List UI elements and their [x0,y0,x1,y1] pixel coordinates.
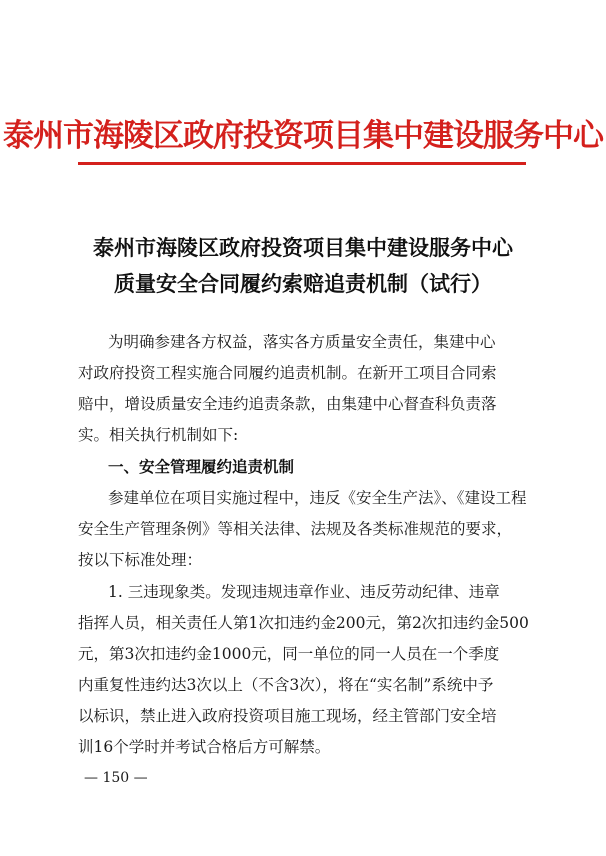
paragraph-1-line: 对政府投资工程实施合同履约追责机制。在新开工项目合同索 [78,364,497,382]
paragraph-1-line: 实。相关执行机制如下: [78,426,239,444]
document-title-line-1: 泰州市海陵区政府投资项目集中建设服务中心 [93,235,513,260]
paragraph-1-line: 为明确参建各方权益，落实各方质量安全责任，集建中心 [108,333,496,351]
paragraph-2-line: 安全生产管理条例》等相关法律、法规及各类标准规范的要求， [78,520,513,538]
section-1-heading: 一、安全管理履约追责机制 [108,457,295,476]
paragraph-3-line: 1. 三违现象类。发现违规违章作业、违反劳动纪律、违章 [108,583,500,601]
paragraph-1-line: 赔中，增设质量安全违约追责条款，由集建中心督查科负责落 [78,395,497,413]
paragraph-3-line: 内重复性违约达3次以上（不含3次），将在“实名制”系统中予 [78,676,494,694]
paragraph-2-line: 按以下标准处理： [78,551,203,569]
page-number: — 150 — [84,770,148,786]
org-header: 泰州市海陵区政府投资项目集中建设服务中心 [3,118,603,154]
paragraph-2-line: 参建单位在项目实施过程中，违反《安全生产法》、《建设工程 [108,489,527,507]
header-red-rule [78,162,526,165]
document-title-line-2: 质量安全合同履约索赔追责机制（试行） [114,271,492,296]
paragraph-3-line: 指挥人员，相关责任人第1次扣违约金200元，第2次扣违约金500 [78,614,529,632]
paragraph-3-line: 以标识，禁止进入政府投资项目施工现场，经主管部门安全培 [78,707,497,725]
paragraph-3-line: 训16个学时并考试合格后方可解禁。 [78,738,331,756]
paragraph-3-line: 元，第3次扣违约金1000元，同一单位的同一人员在一个季度 [78,645,500,663]
